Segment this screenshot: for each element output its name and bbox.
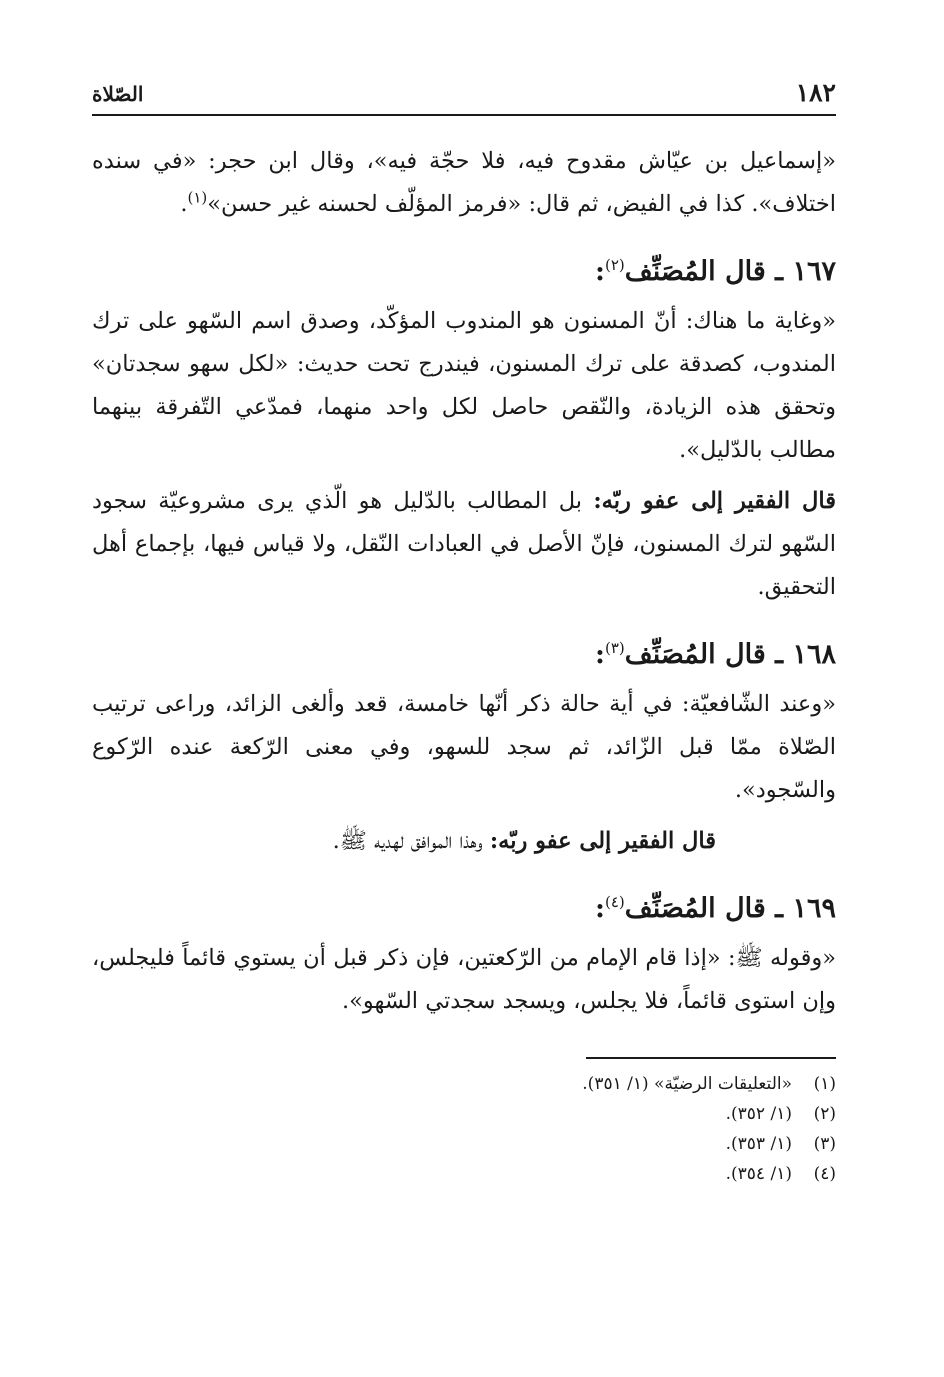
section-title: الصّلاة — [92, 82, 144, 106]
footnote: (٤)(١/ ٣٥٤). — [725, 1164, 836, 1184]
quoted-paragraph: «وقوله ﷺ: «إذا قام الإمام من الرّكعتين، فإن ذكر قبل أن يستوي قائماً فليجلس، وإن استوى قائماً، فلا يجلس، ويسجد سجدتي السّهو». — [92, 945, 836, 1014]
commentary-paragraph: قال الفقير إلى عفو ربّه: وهذا الموافق لهديه ﷺ. — [332, 828, 716, 854]
footnotes — [92, 1069, 836, 1189]
commentary-lead: قال الفقير إلى عفو ربّه: — [593, 488, 837, 514]
page-number: ١٨٢ — [795, 78, 836, 107]
body-text — [92, 140, 836, 1189]
quoted-paragraph: «وغاية ما هناك: أنّ المسنون هو المندوب المؤكّد، وصدق اسم السّهو على ترك المندوب، كصدقة على ترك المسنون، فيندرج تحت حديث: «لكل سهو سجدتان» وتحقق هذه الزيادة، والنّقص حاصل لكل واحد منهما، فمدّعي التّفرقة بينهما مطالب بالدّليل». — [92, 308, 836, 463]
footnote: (٢)(١/ ٣٥٢). — [725, 1104, 836, 1124]
footnote-ref: (٢) — [604, 256, 625, 274]
commentary-paragraph: قال الفقير إلى عفو ربّه: بل المطالب بالدّليل هو الّذي يرى مشروعيّة سجود السّهو لترك المسنون، فإنّ الأصل في العبادات النّقل، ولا قياس فيها، بإجماع أهل التحقيق. — [92, 488, 837, 600]
footnote-ref: (٣) — [604, 639, 625, 657]
paragraph: «إسماعيل بن عيّاش مقدوح فيه، فلا حجّة فيه»، وقال ابن حجر: «في سنده اختلاف». كذا في الفيض، ثم قال: «فرمز المؤلّف لحسنه غير حسن»$^{(١)}$. — [92, 148, 836, 217]
footnote: (١)«التعليقات الرضيّة» (١/ ٣٥١). — [582, 1074, 836, 1094]
footnote-ref: (١) — [187, 188, 208, 207]
entry-heading-169: ١٦٩ ـ قال المُصَنِّف$^{(٤)}$: — [595, 893, 836, 924]
footnote-ref: (٤) — [604, 893, 625, 911]
footnote-divider — [586, 1057, 836, 1059]
running-header — [92, 78, 836, 116]
footnote: (٣)(١/ ٣٥٣). — [725, 1134, 836, 1154]
entry-heading-168: ١٦٨ ـ قال المُصَنِّف$^{(٣)}$: — [595, 639, 836, 670]
commentary-lead: قال الفقير إلى عفو ربّه: — [489, 828, 716, 854]
entry-heading-167: ١٦٧ ـ قال المُصَنِّف$^{(٢)}$: — [595, 256, 836, 287]
quoted-paragraph: «وعند الشّافعيّة: في أية حالة ذكر أنّها خامسة، قعد وألغى الزائد، وراعى ترتيب الصّلاة ممّا قبل الزّائد، ثم سجد للسهو، وفي معنى الرّكعة عنده الرّكوع والسّجود». — [92, 691, 836, 803]
book-page — [92, 0, 836, 1377]
